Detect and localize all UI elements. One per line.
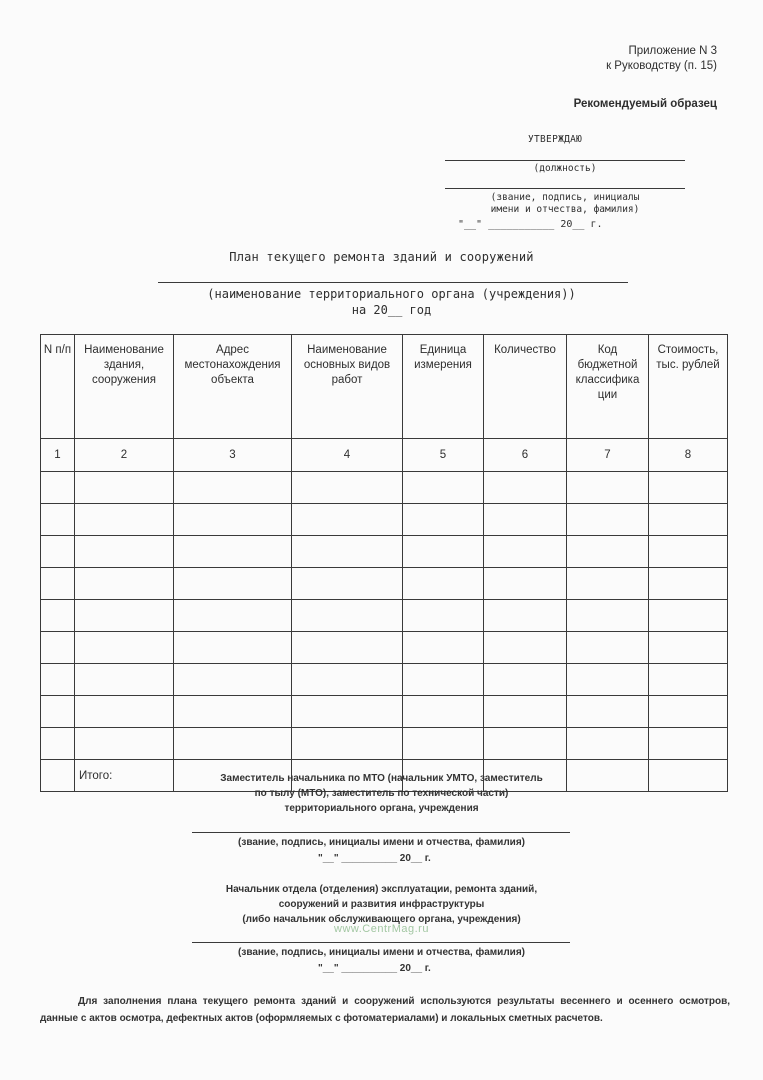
appendix-reference: к Руководству (п. 15) xyxy=(606,60,717,72)
table-cell xyxy=(567,600,649,632)
table-cell xyxy=(403,504,484,536)
table-cell xyxy=(292,600,403,632)
table-cell xyxy=(567,504,649,536)
table-cell xyxy=(174,664,292,696)
table-cell xyxy=(174,568,292,600)
watermark-text: www.CentrMag.ru xyxy=(334,923,429,935)
table-cell xyxy=(292,664,403,696)
column-number: 2 xyxy=(75,439,174,472)
table-cell xyxy=(484,568,567,600)
table-cell xyxy=(292,728,403,760)
header-cell-cost: Стоимость, тыс. рублей xyxy=(649,335,728,439)
header-cell-number: N п/п xyxy=(41,335,75,439)
deputy-signature-line xyxy=(192,832,570,833)
table-cell xyxy=(403,568,484,600)
header-cell-works: Наименование основных видов работ xyxy=(292,335,403,439)
table-cell xyxy=(649,600,728,632)
table-cell xyxy=(41,696,75,728)
header-cell-quantity: Количество xyxy=(484,335,567,439)
deputy-title-line2: по тылу (МТО), заместитель по технической части) xyxy=(254,788,509,799)
table-cell xyxy=(174,696,292,728)
table-cell xyxy=(403,536,484,568)
table-cell xyxy=(649,728,728,760)
column-number: 8 xyxy=(649,439,728,472)
table-cell xyxy=(75,664,174,696)
table-cell xyxy=(567,664,649,696)
table-cell xyxy=(292,632,403,664)
position-caption: (должность) xyxy=(533,163,597,174)
chief-title xyxy=(0,882,763,927)
column-number: 4 xyxy=(292,439,403,472)
chief-title-line2: сооружений и развития инфраструктуры xyxy=(278,899,485,910)
deputy-title-line3: территориального органа, учреждения xyxy=(284,803,479,814)
table-cell xyxy=(41,568,75,600)
signature-line xyxy=(445,188,685,189)
table-cell xyxy=(484,472,567,504)
table-cell xyxy=(292,536,403,568)
signature-caption-line2: имени и отчества, фамилия) xyxy=(490,204,640,215)
table-cell xyxy=(567,472,649,504)
table-cell xyxy=(292,696,403,728)
table-cell xyxy=(567,568,649,600)
header-cell-budget-code: Код бюджетной классифика ции xyxy=(567,335,649,439)
table-cell xyxy=(403,664,484,696)
table-cell xyxy=(484,600,567,632)
table-cell xyxy=(41,600,75,632)
table-cell xyxy=(174,632,292,664)
table-cell xyxy=(484,632,567,664)
table-cell xyxy=(649,504,728,536)
table-cell xyxy=(174,472,292,504)
position-line xyxy=(445,160,685,161)
table-cell xyxy=(174,504,292,536)
table-cell xyxy=(484,728,567,760)
table-row xyxy=(41,568,728,600)
repair-plan-table xyxy=(40,334,728,792)
table-cell xyxy=(41,536,75,568)
table-cell xyxy=(75,632,174,664)
table-row xyxy=(41,696,728,728)
table-cell xyxy=(403,600,484,632)
table-cell xyxy=(567,696,649,728)
appendix-heading xyxy=(606,44,717,74)
table-cell xyxy=(292,472,403,504)
table-cell xyxy=(403,472,484,504)
table-cell xyxy=(41,472,75,504)
deputy-title-line1: Заместитель начальника по МТО (начальник УМТО, заместитель xyxy=(220,773,543,784)
table-row xyxy=(41,600,728,632)
chief-signature-line xyxy=(192,942,570,943)
table-cell xyxy=(75,696,174,728)
table-cell xyxy=(484,504,567,536)
table-row xyxy=(41,504,728,536)
table-cell xyxy=(484,536,567,568)
column-number: 3 xyxy=(174,439,292,472)
table-cell xyxy=(75,536,174,568)
table-row xyxy=(41,536,728,568)
table-header-row xyxy=(41,335,728,439)
table-cell xyxy=(403,728,484,760)
table-cell xyxy=(567,632,649,664)
header-cell-unit: Единица измерения xyxy=(403,335,484,439)
table-cell xyxy=(649,632,728,664)
column-number: 6 xyxy=(484,439,567,472)
table-cell xyxy=(75,472,174,504)
table-cell xyxy=(567,728,649,760)
table-cell xyxy=(484,696,567,728)
footnote-text: Для заполнения плана текущего ремонта зданий и сооружений используются результаты весеннего и осеннего осмотров, данные с актов осмотра, дефектных актов (оформляемых с фотоматериалами) и локальных сметных расчетов. xyxy=(40,996,730,1024)
signature-caption-line1: (звание, подпись, инициалы xyxy=(490,192,640,203)
table-cell xyxy=(75,600,174,632)
table-cell xyxy=(75,568,174,600)
chief-signature-caption: (звание, подпись, инициалы имени и отчества, фамилия) xyxy=(238,947,525,958)
table-cell xyxy=(649,696,728,728)
column-number: 5 xyxy=(403,439,484,472)
signature-caption xyxy=(440,192,690,216)
table-cell xyxy=(649,536,728,568)
table-cell xyxy=(41,632,75,664)
table-cell xyxy=(649,664,728,696)
header-cell-address: Адрес местонахождения объекта xyxy=(174,335,292,439)
deputy-date-line: "__" __________ 20__ г. xyxy=(318,853,431,864)
table-cell xyxy=(75,504,174,536)
deputy-title xyxy=(0,771,763,816)
table-cell xyxy=(567,536,649,568)
table-cell xyxy=(174,600,292,632)
plan-year-line: на 20__ год xyxy=(351,303,432,317)
organization-caption: (наименование территориального органа (учреждения)) xyxy=(207,287,576,301)
recommended-sample-label: Рекомендуемый образец xyxy=(573,98,717,110)
table-row xyxy=(41,472,728,504)
table-cell xyxy=(292,568,403,600)
table-cell xyxy=(649,472,728,504)
column-number: 1 xyxy=(41,439,75,472)
deputy-signature-caption: (звание, подпись, инициалы имени и отчества, фамилия) xyxy=(238,837,525,848)
appendix-number: Приложение N 3 xyxy=(628,45,717,57)
chief-title-line3: (либо начальник обслуживающего органа, учреждения) xyxy=(242,914,521,925)
header-cell-building: Наименование здания, сооружения xyxy=(75,335,174,439)
column-number: 7 xyxy=(567,439,649,472)
table-cell xyxy=(41,504,75,536)
plan-title: План текущего ремонта зданий и сооружений xyxy=(229,250,534,264)
total-label: Итого: xyxy=(75,760,174,792)
approve-label: УТВЕРЖДАЮ xyxy=(528,134,583,145)
table-cell xyxy=(403,696,484,728)
table-row xyxy=(41,632,728,664)
table-cell xyxy=(649,568,728,600)
table-cell xyxy=(292,504,403,536)
chief-title-line1: Начальник отдела (отделения) эксплуатации, ремонта зданий, xyxy=(225,884,538,895)
table-cell xyxy=(484,664,567,696)
table-cell xyxy=(41,728,75,760)
column-numbers-row xyxy=(41,439,728,472)
table-row xyxy=(41,728,728,760)
chief-date-line: "__" __________ 20__ г. xyxy=(318,963,431,974)
table-cell xyxy=(41,664,75,696)
table-cell xyxy=(174,536,292,568)
table-cell xyxy=(403,632,484,664)
table-cell xyxy=(75,728,174,760)
organization-line xyxy=(158,282,628,283)
table-cell xyxy=(174,728,292,760)
table-row xyxy=(41,664,728,696)
approve-date-line: "__" ___________ 20__ г. xyxy=(458,219,603,230)
